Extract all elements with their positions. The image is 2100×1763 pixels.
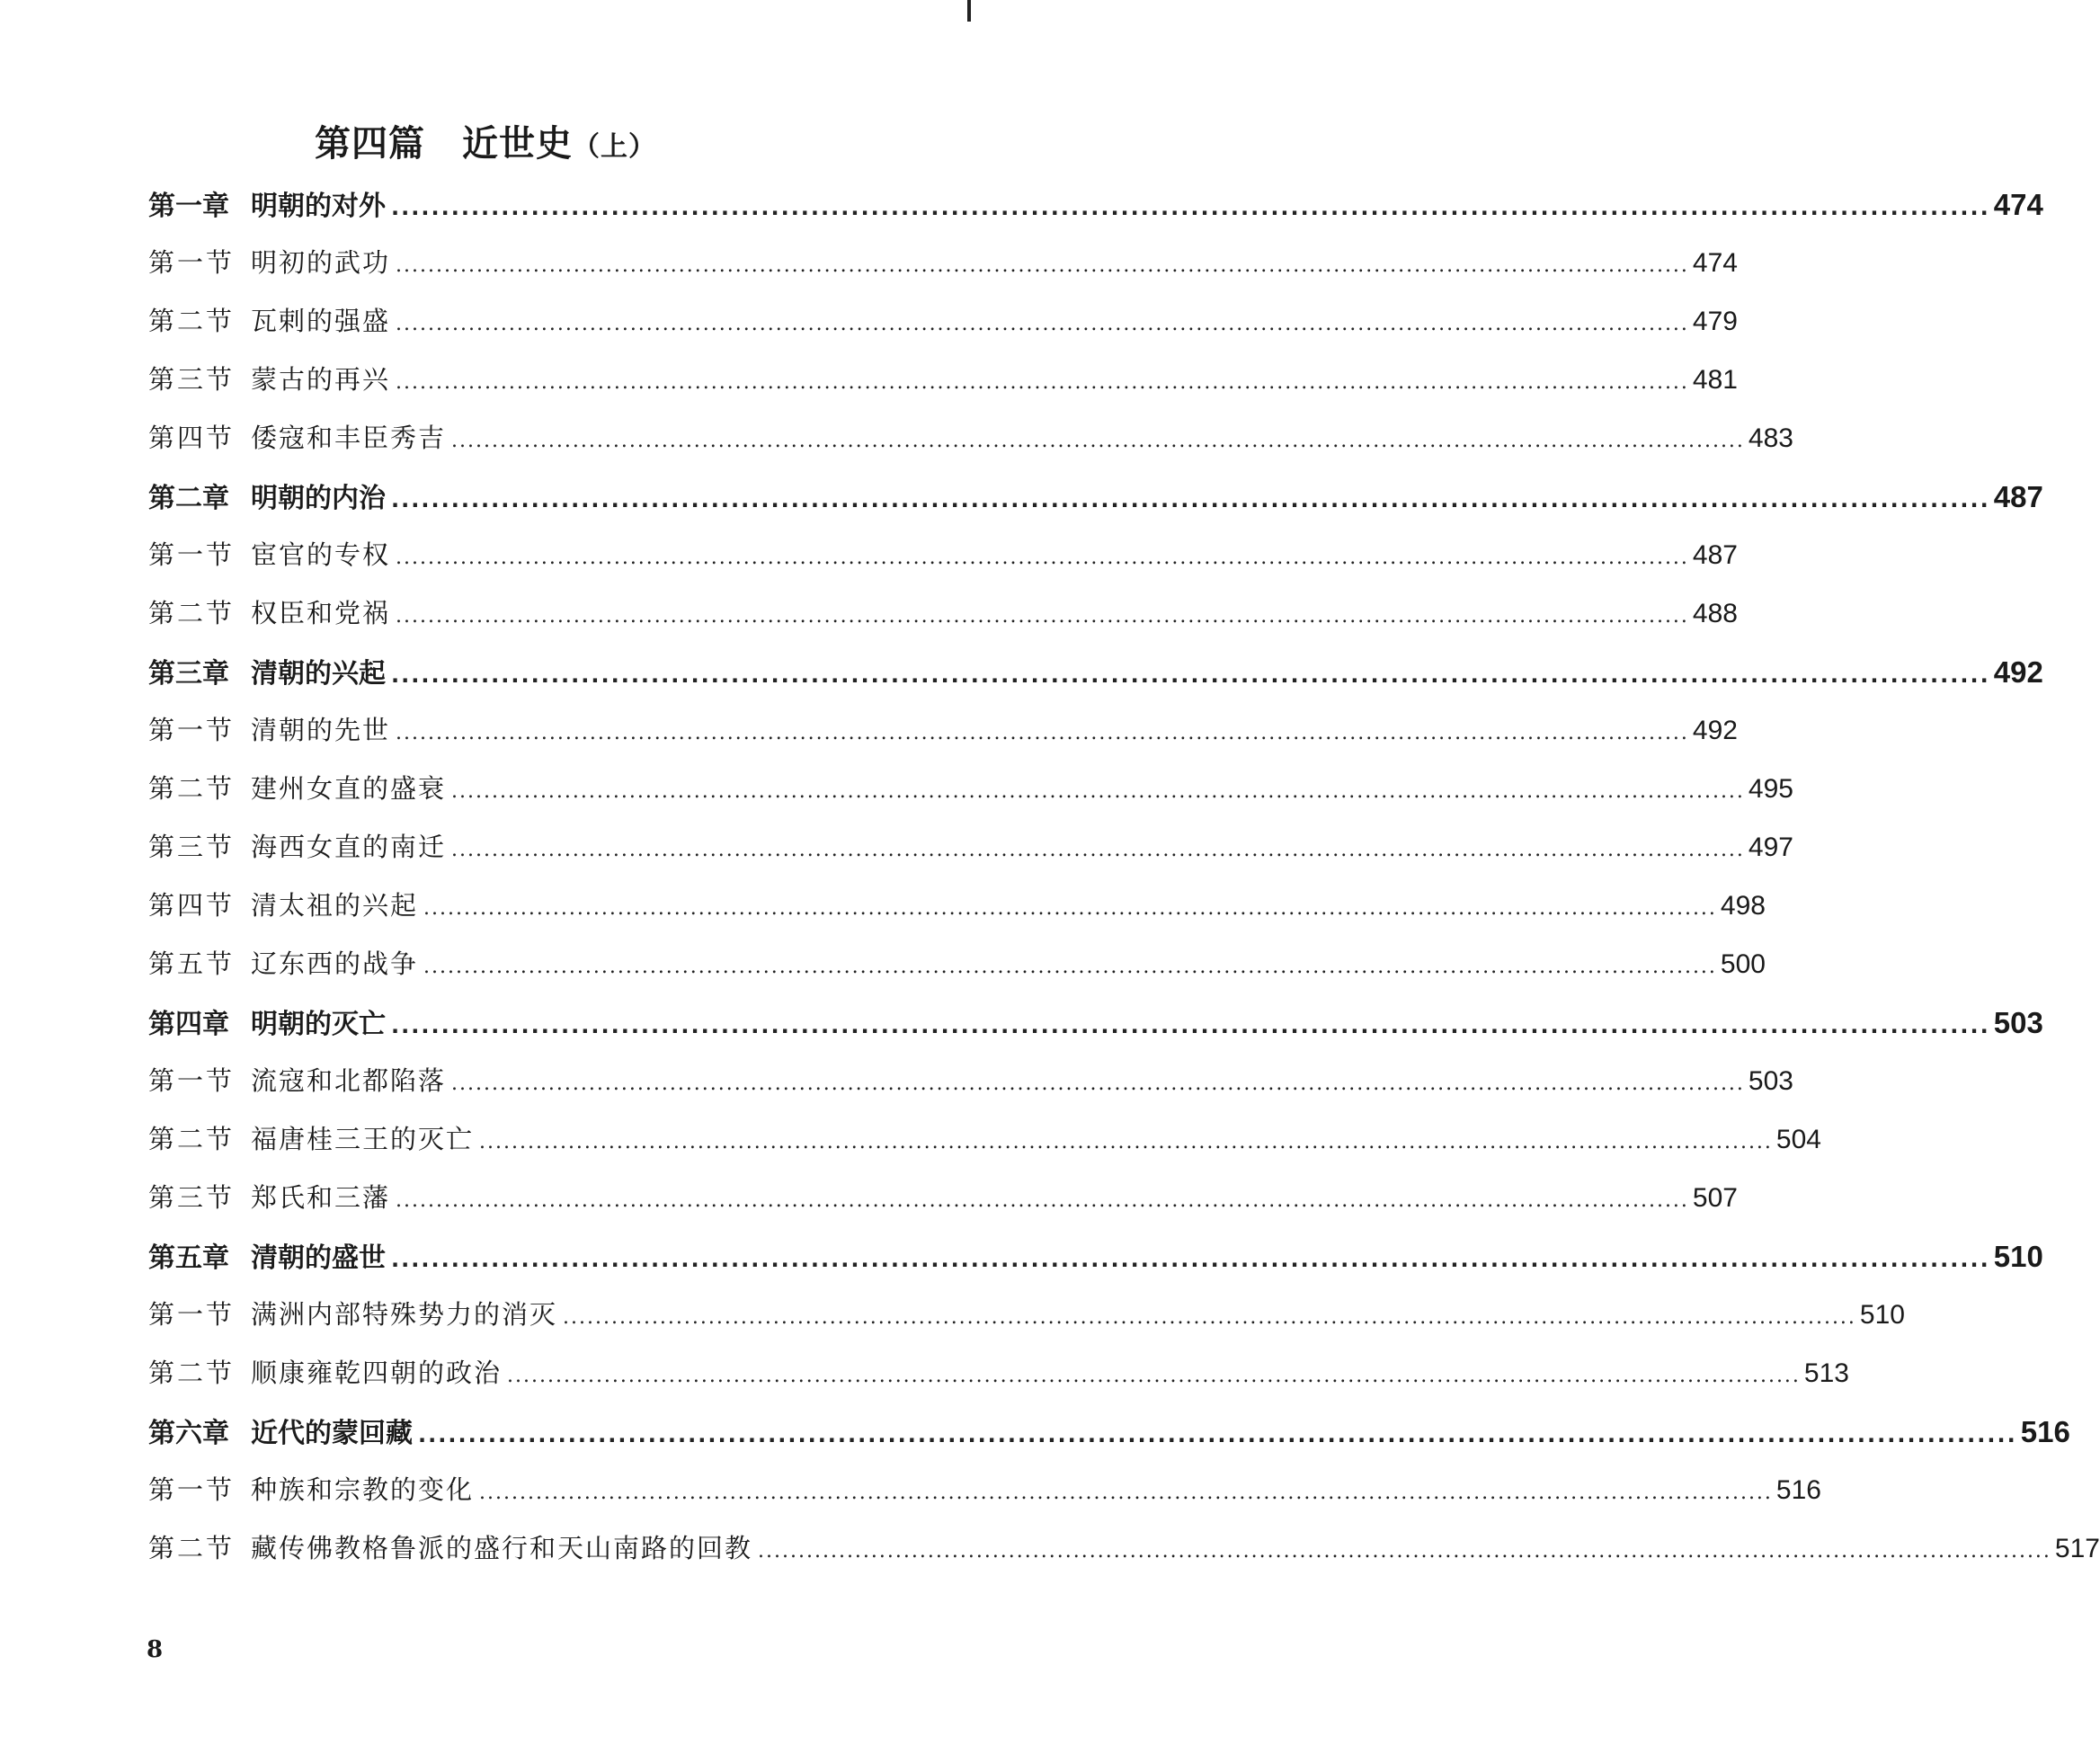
dot-leader: ................................................................................................................................................................ bbox=[396, 605, 1689, 628]
toc-entry-title: 流寇和北都陷落 bbox=[251, 1065, 447, 1096]
toc-entry-label: 第四节 bbox=[148, 423, 236, 453]
dot-leader: ................................................................................................................................................................ bbox=[507, 1365, 1801, 1387]
toc-entry-page-number: 479 bbox=[1692, 307, 1738, 336]
toc-entry-label: 第三节 bbox=[148, 364, 236, 395]
toc-entry-label: 第二节 bbox=[148, 598, 236, 628]
dot-leader: ................................................................................................................................................................ bbox=[479, 1131, 1773, 1153]
toc-entry-label: 第二节 bbox=[148, 306, 236, 336]
toc-section-row bbox=[148, 818, 1793, 877]
toc-section-row bbox=[148, 1169, 1738, 1227]
toc-entry-title: 顺康雍乾四朝的政治 bbox=[251, 1358, 503, 1388]
dot-leader: ................................................................................................................................................................ bbox=[451, 430, 1745, 452]
table-of-contents bbox=[148, 175, 2100, 1578]
dot-leader: ................................................................................................................................................................ bbox=[451, 1073, 1745, 1095]
toc-entry-label: 第五节 bbox=[148, 948, 236, 979]
part-heading-main: 第四篇 近世史 bbox=[315, 122, 573, 165]
toc-entry-title: 种族和宗教的变化 bbox=[251, 1474, 475, 1505]
toc-entry-label: 第三章 bbox=[148, 658, 229, 690]
dot-leader: ................................................................................................................................................................ bbox=[396, 254, 1689, 277]
dot-leader: ................................................................................................................................................................ bbox=[391, 1247, 1990, 1272]
toc-chapter-row bbox=[148, 467, 2043, 526]
dot-leader: ................................................................................................................................................................ bbox=[391, 195, 1990, 220]
dot-leader: ................................................................................................................................................................ bbox=[563, 1306, 1856, 1329]
toc-section-row bbox=[148, 234, 1738, 292]
toc-entry-label: 第一节 bbox=[148, 539, 236, 570]
toc-section-row bbox=[148, 1286, 1905, 1344]
toc-entry-page-number: 516 bbox=[1775, 1475, 1821, 1505]
toc-entry-title: 明朝的灭亡 bbox=[251, 1009, 386, 1040]
toc-entry-label: 第五章 bbox=[148, 1242, 229, 1274]
toc-entry-title: 倭寇和丰臣秀吉 bbox=[251, 423, 447, 453]
dot-leader: ................................................................................................................................................................ bbox=[396, 371, 1689, 394]
toc-entry-page-number: 510 bbox=[1993, 1240, 2043, 1273]
toc-entry-title: 福唐桂三王的灭亡 bbox=[251, 1124, 475, 1154]
toc-section-row bbox=[148, 409, 1793, 467]
toc-section-row bbox=[148, 877, 1766, 935]
toc-entry-page-number: 503 bbox=[1748, 1066, 1793, 1096]
toc-entry-page-number: 498 bbox=[1720, 891, 1766, 921]
toc-entry-page-number: 507 bbox=[1692, 1183, 1738, 1213]
toc-entry-title: 辽东西的战争 bbox=[251, 948, 419, 979]
toc-section-row bbox=[148, 526, 1738, 584]
toc-entry-title: 满洲内部特殊势力的消灭 bbox=[251, 1299, 558, 1330]
toc-entry-page-number: 513 bbox=[1803, 1358, 1849, 1388]
toc-entry-page-number: 487 bbox=[1993, 480, 2043, 513]
toc-entry-label: 第三节 bbox=[148, 832, 236, 862]
toc-entry-label: 第二节 bbox=[148, 1533, 236, 1563]
toc-entry-label: 第一节 bbox=[148, 1299, 236, 1330]
toc-entry-label: 第一节 bbox=[148, 1065, 236, 1096]
dot-leader: ................................................................................................................................................................ bbox=[451, 780, 1745, 803]
toc-entry-label: 第三节 bbox=[148, 1182, 236, 1213]
toc-entry-title: 明朝的对外 bbox=[251, 191, 386, 222]
dot-leader: ................................................................................................................................................................ bbox=[396, 1189, 1689, 1212]
toc-section-row bbox=[148, 1461, 1821, 1519]
toc-entry-label: 第六章 bbox=[148, 1418, 229, 1449]
toc-section-row bbox=[148, 584, 1738, 643]
toc-entry-title: 瓦剌的强盛 bbox=[251, 306, 391, 336]
toc-section-row bbox=[148, 701, 1738, 760]
toc-entry-page-number: 487 bbox=[1692, 540, 1738, 570]
toc-entry-label: 第一节 bbox=[148, 247, 236, 278]
toc-entry-label: 第二节 bbox=[148, 1124, 236, 1154]
toc-section-row bbox=[148, 760, 1793, 818]
toc-chapter-row bbox=[148, 175, 2043, 234]
toc-entry-page-number: 492 bbox=[1692, 716, 1738, 745]
toc-entry-page-number: 497 bbox=[1748, 833, 1793, 862]
toc-chapter-row bbox=[148, 1227, 2043, 1286]
dot-leader: ................................................................................................................................................................ bbox=[391, 1013, 1990, 1038]
toc-entry-title: 蒙古的再兴 bbox=[251, 364, 391, 395]
toc-entry-page-number: 474 bbox=[1692, 248, 1738, 278]
toc-entry-page-number: 500 bbox=[1720, 949, 1766, 979]
toc-entry-page-number: 481 bbox=[1692, 365, 1738, 395]
dot-leader: ................................................................................................................................................................ bbox=[396, 722, 1689, 744]
toc-entry-page-number: 517 bbox=[2054, 1534, 2100, 1563]
toc-entry-title: 近代的蒙回藏 bbox=[251, 1418, 413, 1449]
toc-entry-title: 海西女直的南迁 bbox=[251, 832, 447, 862]
toc-entry-label: 第二节 bbox=[148, 773, 236, 804]
toc-entry-label: 第四节 bbox=[148, 890, 236, 921]
toc-entry-page-number: 488 bbox=[1692, 599, 1738, 628]
toc-entry-title: 建州女直的盛衰 bbox=[251, 773, 447, 804]
dot-leader: ................................................................................................................................................................ bbox=[479, 1482, 1773, 1504]
part-heading-sub: （上） bbox=[573, 131, 656, 163]
toc-chapter-row bbox=[148, 1402, 2070, 1461]
toc-section-row bbox=[148, 292, 1738, 351]
toc-section-row bbox=[148, 351, 1738, 409]
toc-entry-page-number: 510 bbox=[1859, 1300, 1905, 1330]
toc-entry-page-number: 474 bbox=[1993, 188, 2043, 221]
toc-entry-title: 藏传佛教格鲁派的盛行和天山南路的回教 bbox=[251, 1533, 753, 1563]
toc-entry-label: 第一节 bbox=[148, 1474, 236, 1505]
dot-leader: ................................................................................................................................................................ bbox=[423, 897, 1717, 920]
toc-entry-label: 第二节 bbox=[148, 1358, 236, 1388]
toc-entry-title: 清朝的盛世 bbox=[251, 1242, 386, 1274]
part-heading bbox=[0, 115, 971, 166]
dot-leader: ................................................................................................................................................................ bbox=[396, 547, 1689, 569]
toc-entry-title: 明朝的内治 bbox=[251, 483, 386, 514]
toc-entry-title: 郑氏和三藩 bbox=[251, 1182, 391, 1213]
toc-entry-title: 明初的武功 bbox=[251, 247, 391, 278]
dot-leader: ................................................................................................................................................................ bbox=[396, 313, 1689, 335]
dot-leader: ................................................................................................................................................................ bbox=[758, 1540, 2051, 1563]
toc-entry-page-number: 516 bbox=[2020, 1415, 2070, 1448]
toc-section-row bbox=[148, 935, 1766, 993]
toc-entry-label: 第一章 bbox=[148, 191, 229, 222]
toc-section-row bbox=[148, 1110, 1821, 1169]
toc-section-row bbox=[148, 1519, 2100, 1578]
toc-entry-page-number: 483 bbox=[1748, 423, 1793, 453]
toc-chapter-row bbox=[148, 643, 2043, 701]
toc-section-row bbox=[148, 1052, 1793, 1110]
toc-entry-title: 清朝的兴起 bbox=[251, 658, 386, 690]
toc-entry-title: 清太祖的兴起 bbox=[251, 890, 419, 921]
dot-leader: ................................................................................................................................................................ bbox=[423, 956, 1717, 978]
toc-entry-title: 权臣和党祸 bbox=[251, 598, 391, 628]
toc-entry-page-number: 503 bbox=[1993, 1006, 2043, 1039]
dot-leader: ................................................................................................................................................................ bbox=[451, 839, 1745, 861]
page-number: 8 bbox=[147, 1636, 164, 1663]
toc-entry-label: 第二章 bbox=[148, 483, 229, 514]
toc-entry-page-number: 495 bbox=[1748, 774, 1793, 804]
toc-entry-title: 宦官的专权 bbox=[251, 539, 391, 570]
dot-leader: ................................................................................................................................................................ bbox=[391, 663, 1990, 688]
toc-entry-title: 清朝的先世 bbox=[251, 715, 391, 745]
toc-chapter-row bbox=[148, 993, 2043, 1052]
dot-leader: ................................................................................................................................................................ bbox=[391, 487, 1990, 512]
page-edge-mark bbox=[967, 0, 971, 22]
toc-entry-page-number: 504 bbox=[1775, 1125, 1821, 1154]
dot-leader: ................................................................................................................................................................ bbox=[418, 1422, 2017, 1447]
toc-entry-label: 第一节 bbox=[148, 715, 236, 745]
toc-section-row bbox=[148, 1344, 1849, 1402]
toc-entry-page-number: 492 bbox=[1993, 655, 2043, 689]
toc-entry-label: 第四章 bbox=[148, 1009, 229, 1040]
